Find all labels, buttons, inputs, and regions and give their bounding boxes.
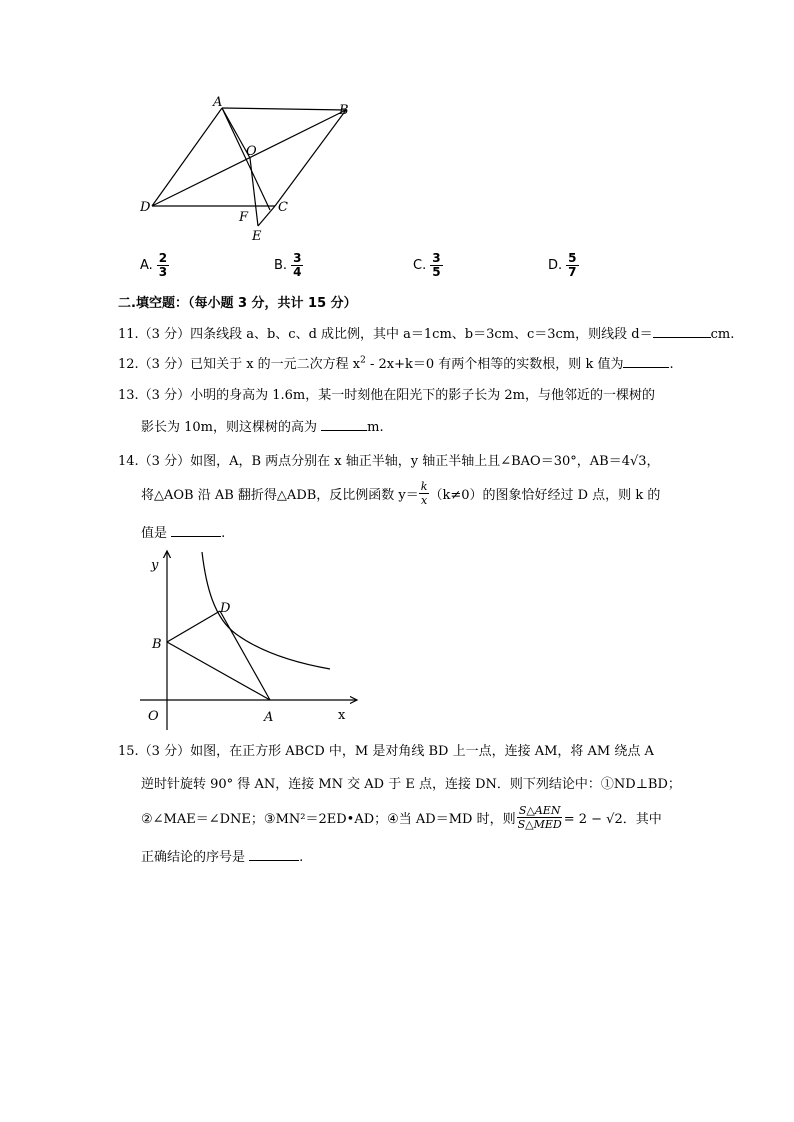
q11-unit: cm. [710,327,735,342]
question-15-line2: 逆时针旋转 90° 得 AN，连接 MN 交 AD 于 E 点，连接 DN．则下列结论中：①ND⊥BD； [141,777,681,792]
q13-line2: 影长为 10m，则这棵树的高为 [141,420,322,435]
label-o: O [246,144,257,159]
segment-ce [258,206,275,226]
figure-parallelogram [130,90,370,250]
question-14-line2 [141,480,660,507]
segment-oe [250,158,258,226]
option-d-letter: D. [548,258,563,273]
section-title: 二.填空题：（每小题 3 分，共计 15 分） [118,296,357,311]
option-c-letter: C. [413,258,427,273]
segment-ae [222,108,270,210]
question-15-line3 [141,804,662,831]
option-b-letter: B. [274,258,288,273]
label-f: F [239,210,249,225]
option-a-letter: A. [140,258,153,273]
question-15-line1: 15.（3 分）如图，在正方形 ABCD 中，M 是对角线 BD 上一点，连接 AM，将 AM 绕点 A [118,744,654,759]
q14-line2a: 将△AOB 沿 AB 翻折得△ADB，反比例函数 y＝ [141,488,419,503]
question-13-line2 [141,416,384,435]
question-11 [118,323,734,342]
q12-end: . [669,357,674,372]
segment-bd [167,611,220,642]
q14-fraction: $\frac{k}{x}$ [420,480,428,507]
q15-fraction: $\frac{\text{S△AEN}}{\text{S△MED}}$ [517,804,562,831]
option-d-fraction: $\frac{5}{7}$ [568,251,577,279]
q14-line3: 值是 [141,526,172,541]
q15-line3b: = 2 − √2．其中 [563,812,662,827]
option-c-fraction: $\frac{3}{5}$ [432,251,441,279]
q12-sup: 2 [360,355,366,366]
q12-post: - 2x+k＝0 有两个相等的实数根，则 k 值为 [365,357,624,372]
label-b: B [339,103,349,118]
question-14-line3 [141,522,225,541]
label-e: E [252,229,262,244]
question-13-line1: 13.（3 分）小明的身高为 1.6m，某一时刻他在阳光下的影子长为 2m，与他邻近的一棵树的 [118,388,655,403]
q14-line2b: （k≠0）的图象恰好经过 D 点，则 k 的 [429,488,661,503]
q11-text: 11.（3 分）四条线段 a、b、c、d 成比例，其中 a＝1cm、b＝3cm、c＝3cm，则线段 d＝ [118,327,653,342]
label-a: A [264,710,274,725]
question-12 [118,353,674,372]
label-o: O [148,709,159,724]
q12-pre: 12.（3 分）已知关于 x 的一元二次方程 x [118,357,361,372]
q15-end: . [299,850,304,865]
label-d: D [220,601,231,616]
option-a-fraction: $\frac{2}{3}$ [158,251,168,279]
segment-ab [222,108,346,110]
segment-da [220,611,270,700]
label-a: A [213,95,223,110]
segment-ba [167,642,270,700]
q14-end: . [221,526,226,541]
q15-line3a: ②∠MAE＝∠DNE；③MN²＝2ED•AD；④当 AD＝MD 时，则 [141,812,516,827]
q12-answer-blank[interactable] [623,355,669,368]
figure-coordinate-plane [140,546,370,731]
q15-answer-blank[interactable] [249,848,299,861]
segment-bc [275,110,346,206]
q13-unit: m. [367,420,384,435]
q14-answer-blank[interactable] [171,524,221,537]
option-d[interactable] [548,252,579,279]
q13-answer-blank[interactable] [321,418,367,431]
question-15-line4 [141,846,303,865]
option-b[interactable] [274,252,303,279]
q11-answer-blank[interactable] [653,325,711,338]
option-a[interactable] [140,252,169,279]
question-14-line1: 14.（3 分）如图，A，B 两点分别在 x 轴正半轴，y 轴正半轴上且∠BAO＝30°，AB＝4√3， [118,454,660,469]
q15-line4: 正确结论的序号是 [141,850,250,865]
option-c[interactable] [413,252,443,279]
label-d: D [140,200,151,215]
option-b-fraction: $\frac{3}{4}$ [293,251,302,279]
label-c: C [278,200,288,215]
label-y: y [151,558,159,573]
label-x: x [338,708,346,723]
label-b: B [152,637,162,652]
segment-da [152,108,222,206]
